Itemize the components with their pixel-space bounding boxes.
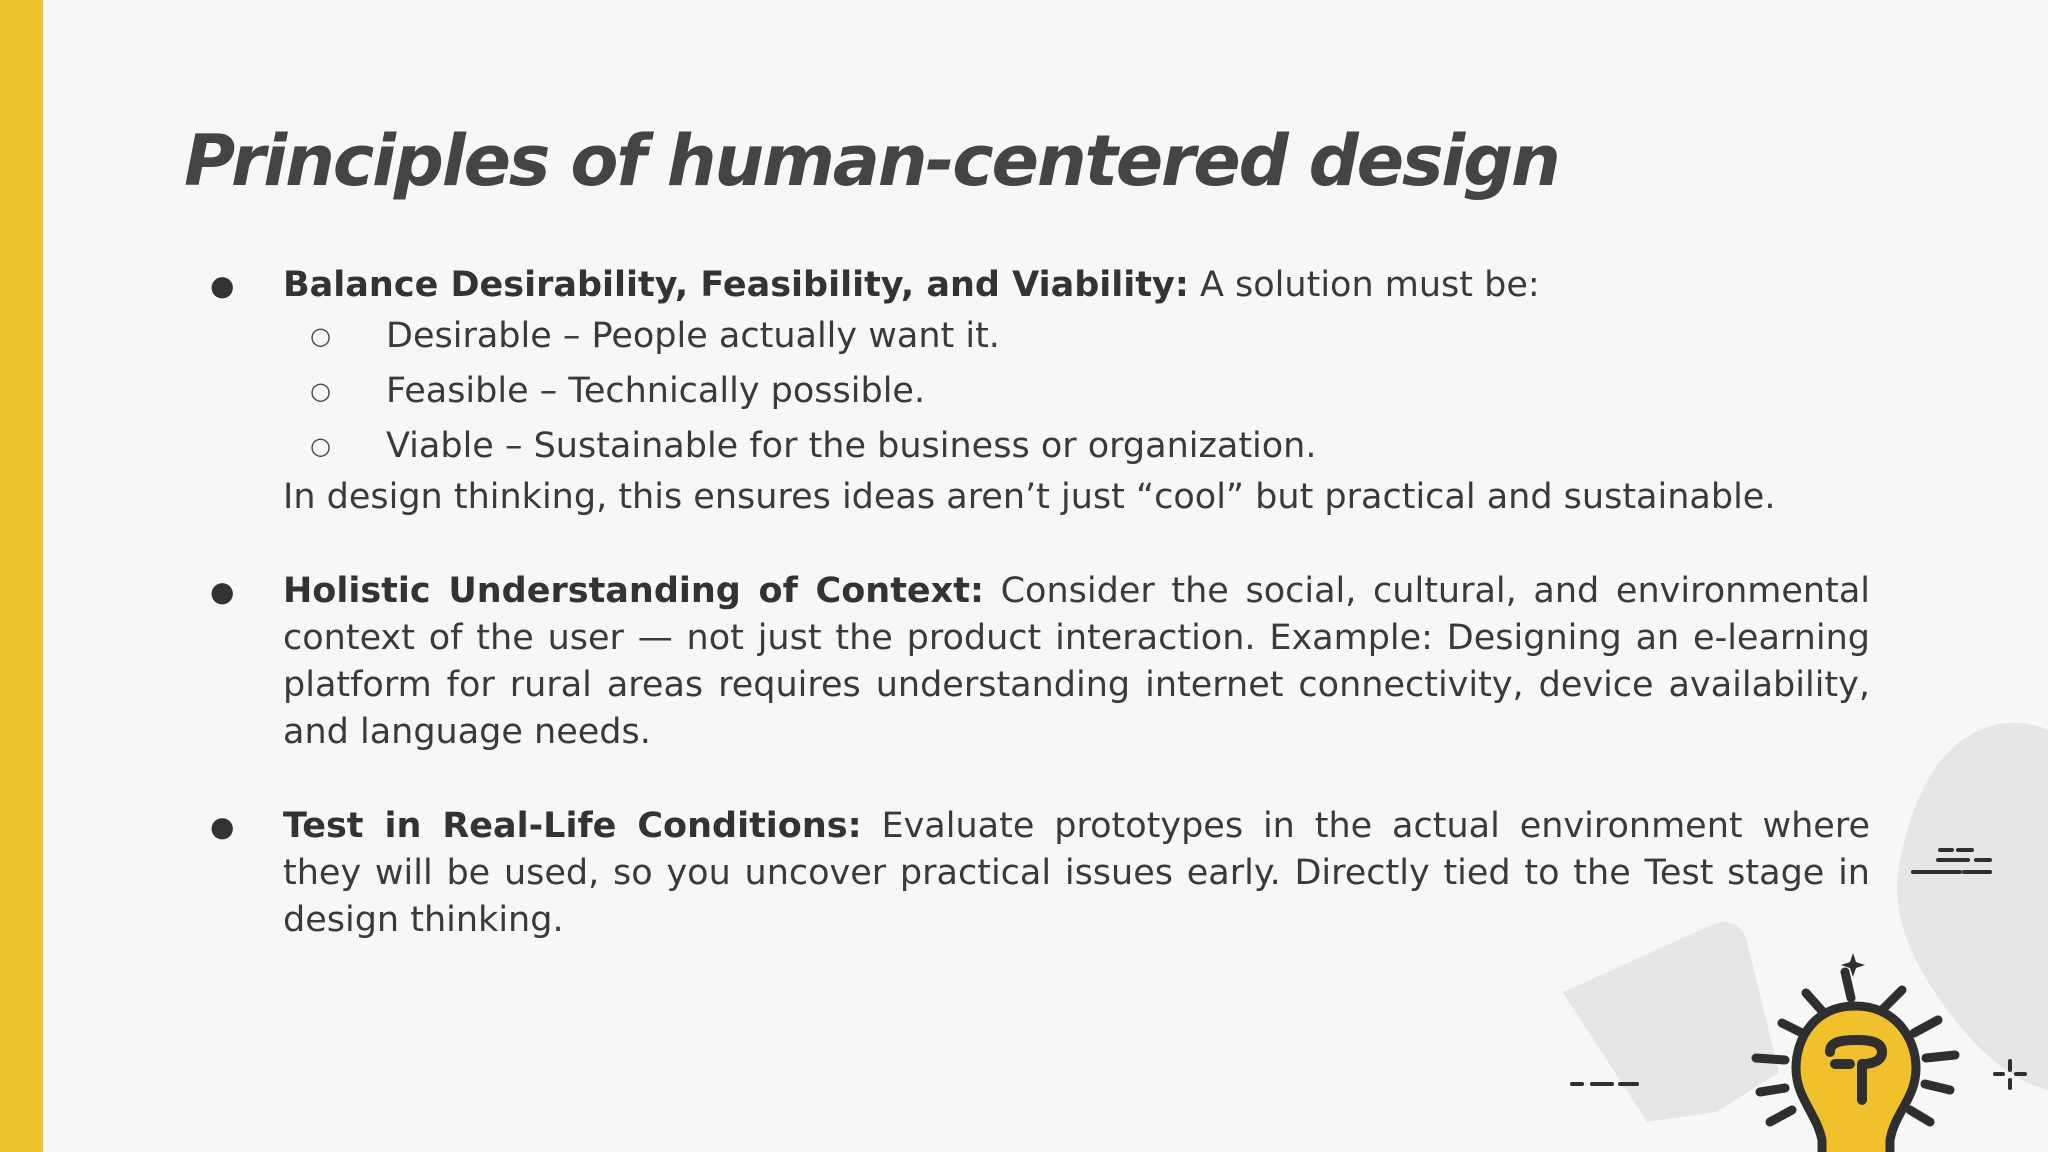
sub-bullet-text: Viable – Sustainable for the business or organization. [386,426,1317,466]
sub-bullet-item [283,419,1870,474]
sub-bullet-marker: ○ [310,322,331,350]
bullet-marker: ● [210,575,235,608]
sub-bullet-text: Desirable – People actually want it. [386,316,1000,356]
bullet-heading: Balance Desirability, Feasibility, and Viability: [283,265,1189,305]
bullet-note: In design thinking, this ensures ideas aren’t just “cool” but practical and sustainable. [283,477,1776,517]
sparkle-icon [1841,953,1865,977]
bullet-marker: ● [210,269,235,302]
bullet-text: Evaluate prototypes in the actual environment where they will be used, so you uncover practical issues early. Directly tied to the Test stage in design thinking. [283,806,1870,940]
bullet-marker: ● [210,810,235,843]
sub-bullet-marker: ○ [310,432,331,460]
bullet-heading: Holistic Understanding of Context: [283,571,984,611]
slide-title: Principles of human-centered design [184,120,1559,202]
lightbulb-icon [1796,1006,1916,1152]
background-blob [1559,919,1782,1127]
sub-bullet-list [283,309,1870,474]
bullet-text: Consider the social, cultural, and environmental context of the user — not just the product interaction. Example: Designing an e-learning platform for rural areas requires understanding internet connectivity, device availability, and language needs. [283,571,1870,752]
light-rays-icon [1756,972,1955,1122]
bullet-list [200,262,1870,944]
bullet-heading: Test in Real-Life Conditions: [283,806,862,846]
accent-bar [0,0,43,1152]
sub-bullet-item [283,364,1870,419]
bullet-item [200,568,1870,756]
bullet-item [200,803,1870,944]
background-blob [1897,723,2048,1090]
sparkle-icon [1995,1061,2025,1088]
sub-bullet-marker: ○ [310,377,331,405]
sub-bullet-item [283,309,1870,364]
bullet-text: A solution must be: [1188,265,1540,305]
sub-bullet-text: Feasible – Technically possible. [386,371,926,411]
dash-lines-icon [1913,850,1990,872]
bullet-item [200,262,1870,521]
